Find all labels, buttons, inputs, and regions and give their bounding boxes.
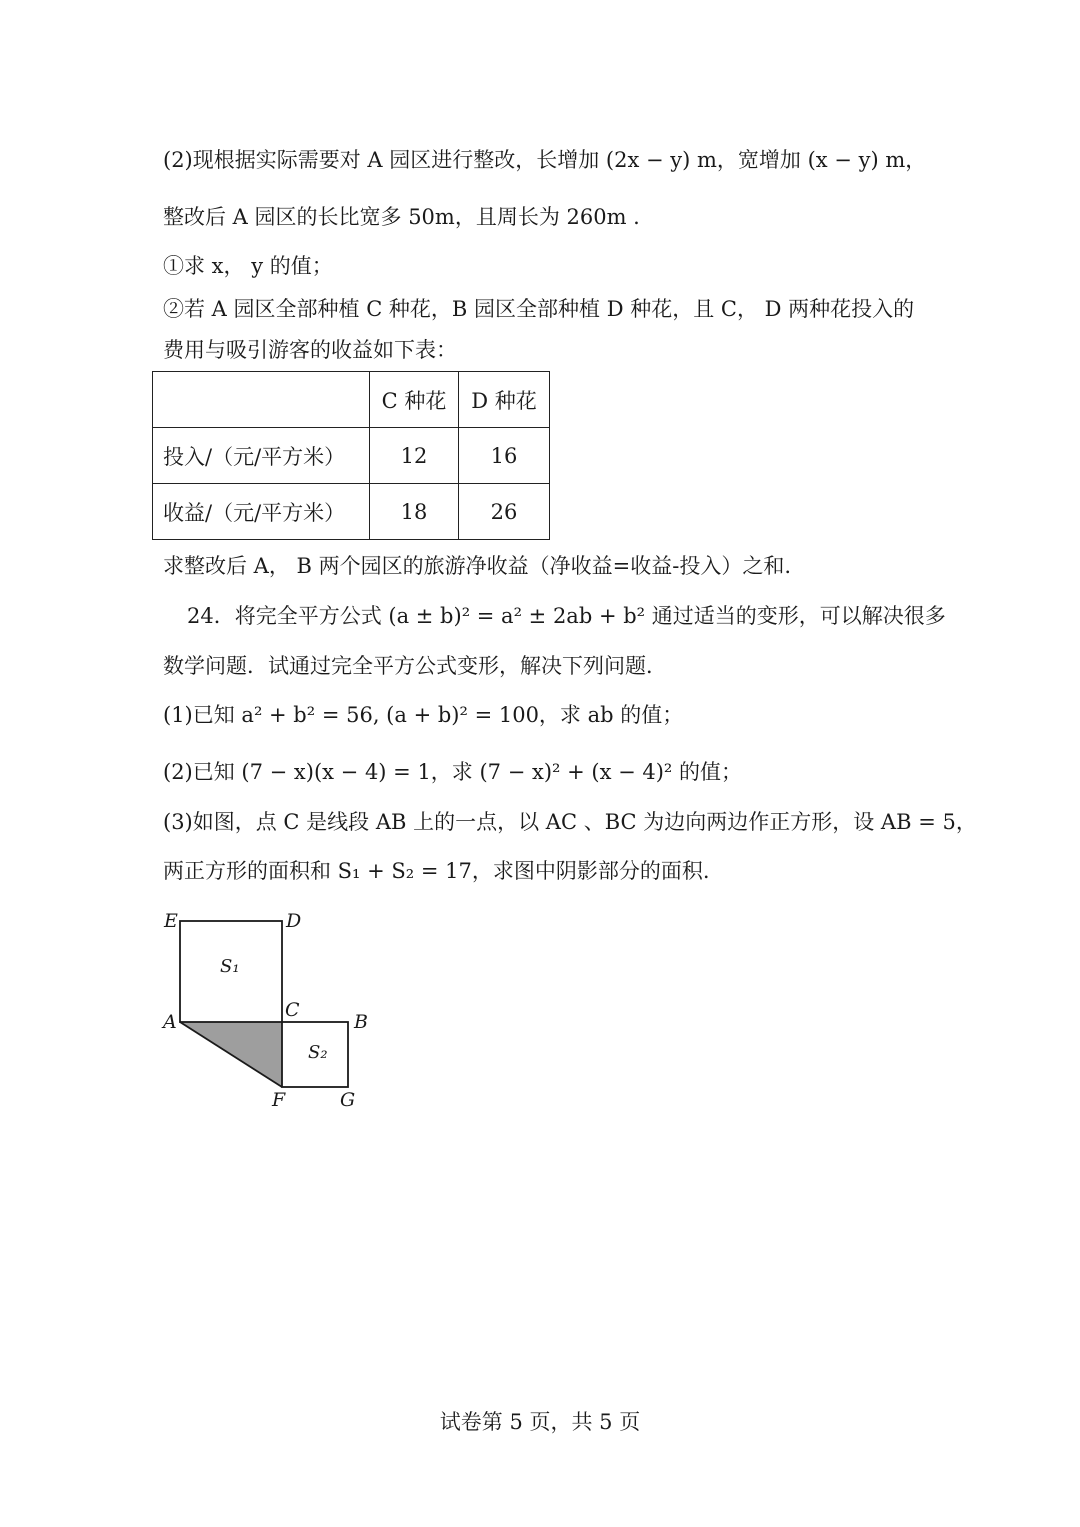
table-cell: 16 [459, 428, 550, 484]
table-header-cell: D 种花 [459, 372, 550, 428]
table-row [153, 428, 550, 484]
table-cell: 18 [370, 484, 459, 540]
q23-part2-line1: (2)现根据实际需要对 A 园区进行整改，长增加 (2x − y) m，宽增加 (x − y) m， [163, 148, 927, 172]
table-header-row [153, 372, 550, 428]
q23-sub2-line1: ②若 A 园区全部种植 C 种花，B 园区全部种植 D 种花，且 C， D 两种花投入的 [163, 297, 915, 321]
label-c: C [285, 999, 300, 1021]
label-f: F [272, 1089, 286, 1111]
q23-sub1: ①求 x， y 的值； [163, 254, 333, 278]
cost-benefit-table [152, 371, 550, 540]
label-g: G [340, 1089, 356, 1111]
q24-intro-line2: 数学问题．试通过完全平方公式变形，解决下列问题． [163, 654, 667, 678]
q24-part3-line1: (3)如图，点 C 是线段 AB 上的一点，以 AC 、BC 为边向两边作正方形，设 AB = 5， [163, 810, 977, 834]
label-s2: S₂ [308, 1042, 328, 1063]
label-a: A [163, 1011, 177, 1033]
table-cell: 12 [370, 428, 459, 484]
q23-sub2-line2: 费用与吸引游客的收益如下表： [163, 338, 457, 362]
label-e: E [164, 910, 178, 932]
q24-part3-line2: 两正方形的面积和 S₁ + S₂ = 17，求图中阴影部分的面积. [163, 859, 710, 883]
page-footer: 试卷第 5 页，共 5 页 [439, 1410, 641, 1434]
table-cell: 投入/（元/平方米） [153, 428, 370, 484]
table-cell: 收益/（元/平方米） [153, 484, 370, 540]
table-row [153, 484, 550, 540]
label-d: D [286, 910, 302, 932]
table-cell: 26 [459, 484, 550, 540]
q24-intro-line1: 24．将完全平方公式 (a ± b)² = a² ± 2ab + b² 通过适当的变形，可以解决很多 [187, 604, 946, 628]
label-b: B [354, 1011, 368, 1033]
label-s1: S₁ [220, 956, 240, 977]
table-header-cell [153, 372, 370, 428]
q23-part2-line2: 整改后 A 园区的长比宽多 50m，且周长为 260m . [163, 205, 640, 229]
q23-ask: 求整改后 A， B 两个园区的旅游净收益（净收益=收益-投入）之和. [163, 554, 791, 578]
q24-part1: (1)已知 a² + b² = 56, (a + b)² = 100，求 ab 的值； [163, 703, 684, 727]
table-header-cell: C 种花 [370, 372, 459, 428]
geometry-figure [150, 900, 380, 1115]
q24-part2: (2)已知 (7 − x)(x − 4) = 1，求 (7 − x)² + (x − 4)² 的值； [163, 760, 743, 784]
